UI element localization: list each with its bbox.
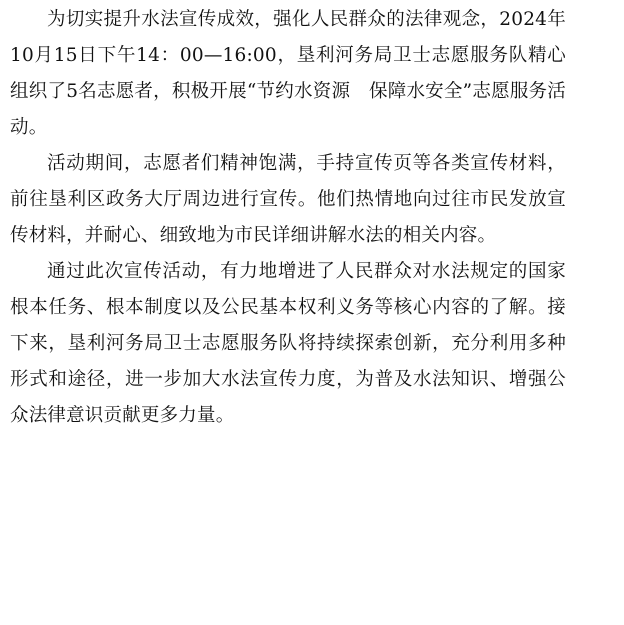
paragraph-1: 为切实提升水法宣传成效，强化人民群众的法律观念，2024年10月15日下午14：00—16:00，垦利河务局卫士志愿服务队精心组织了5名志愿者，积极开展“节约水资源 保障水安全”志愿服务活动。	[10, 9, 566, 138]
paragraph-3: 通过此次宣传活动，有力地增进了人民群众对水法规定的国家根本任务、根本制度以及公民基本权利义务等核心内容的了解。接下来，垦利河务局卫士志愿服务队将持续探索创新，充分利用多种形式和途径，进一步加大水法宣传力度，为普及水法知识、增强公众法律意识贡献更多力量。	[10, 261, 566, 426]
paragraph-2: 活动期间，志愿者们精神饱满，手持宣传页等各类宣传材料，前往垦利区政务大厅周边进行宣传。他们热情地向过往市民发放宣传材料，并耐心、细致地为市民详细讲解水法的相关内容。	[10, 153, 566, 246]
article-body	[10, 0, 566, 434]
